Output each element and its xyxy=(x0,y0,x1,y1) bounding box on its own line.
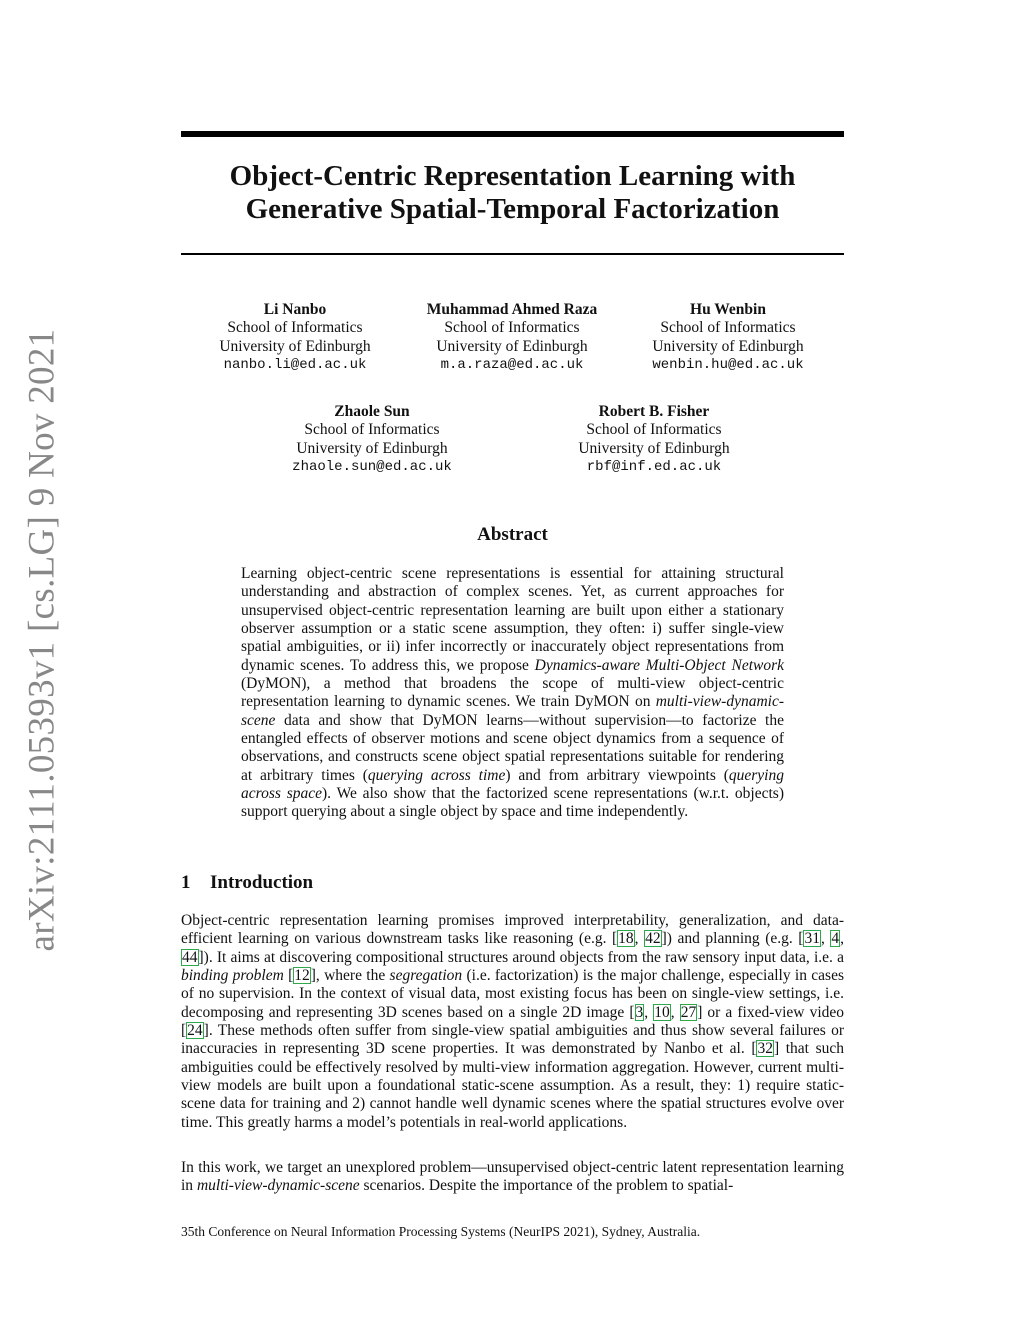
abstract-emphasis: Dynamics-aware Multi-Object Network xyxy=(534,656,785,674)
citation-link[interactable]: 12 xyxy=(294,967,310,985)
author-name: Zhaole Sun xyxy=(334,403,410,420)
citation-link[interactable]: 24 xyxy=(187,1022,203,1040)
author-univ: University of Edinburgh xyxy=(296,439,448,457)
citation-link[interactable]: 3 xyxy=(635,1003,644,1021)
paper-title xyxy=(181,160,844,226)
citation-link[interactable]: 27 xyxy=(680,1003,697,1021)
title-line-1: Object-Centric Representation Learning with xyxy=(229,160,796,192)
abstract-emphasis: querying across space xyxy=(241,766,784,803)
citation-link[interactable]: 42 xyxy=(645,930,661,948)
title-rule-top xyxy=(181,131,844,137)
author-univ: University of Edinburgh xyxy=(219,337,371,355)
text-run: ] or a fixed-view video [ xyxy=(181,1003,845,1040)
author-email[interactable]: rbf@inf.ed.ac.uk xyxy=(586,458,722,475)
section-heading-introduction xyxy=(181,872,313,894)
abstract-run: Learning object-centric scene representations is essential for attaining structural understanding and abstraction of complex scenes. Yet, as current approaches for unsupervised object-centric representation learning are built upon either a stationary observer assumption or a static scene assumption, they often: i) suffer single-view spatial ambiguities, or ii) infer incorrectly or inaccurately object representations from dynamic scenes. To address this, we propose xyxy=(241,565,784,674)
text-run: , xyxy=(644,1003,654,1021)
text-run: , xyxy=(670,1003,680,1021)
author-dept: School of Informatics xyxy=(444,319,580,337)
abstract-run: ) and from arbitrary viewpoints ( xyxy=(505,766,729,784)
section-number: 1 xyxy=(181,872,191,893)
author-name: Hu Wenbin xyxy=(690,301,766,318)
text-run: (i.e. factorization) is the major challenge, especially in cases of no supervision. In the context of visual data, most existing focus has been on single-view settings, i.e. decomposing and representing 3D scenes based on a single 2D image [ xyxy=(181,967,844,1021)
author-univ: University of Edinburgh xyxy=(578,439,730,457)
author-email[interactable]: wenbin.hu@ed.ac.uk xyxy=(652,356,804,373)
author-dept: School of Informatics xyxy=(586,421,722,439)
text-run: [ xyxy=(283,967,294,985)
arxiv-stamp-text: arXiv:2111.05393v1 [cs.LG] 9 Nov 2021 xyxy=(21,328,63,952)
author-univ: University of Edinburgh xyxy=(652,337,804,355)
title-rule-bottom xyxy=(181,253,844,255)
text-emphasis: segregation xyxy=(389,967,463,985)
text-emphasis: multi-view-dynamic-scene xyxy=(196,1177,360,1195)
author-name: Li Nanbo xyxy=(263,301,327,318)
citation-link[interactable]: 18 xyxy=(618,930,634,948)
text-run: scenarios. Despite the importance of the problem to spatial- xyxy=(359,1177,734,1195)
citation-link[interactable]: 44 xyxy=(182,948,198,966)
abstract-run: (DyMON), a method that broadens the scope of multi-view object-centric representation learning to dynamic scenes. We train DyMON on xyxy=(241,675,784,711)
text-run: , xyxy=(840,930,845,948)
text-run: In this work, we target an unexplored problem—unsupervised object-centric latent representation learning in xyxy=(181,1159,844,1195)
title-line-2: Generative Spatial-Temporal Factorization xyxy=(245,193,780,225)
author-block xyxy=(180,301,410,374)
text-run: ]. These methods often suffer from single-view spatial ambiguities and thus show several failures or inaccuracies in representing 3D scene properties. It was demonstrated by Nanbo et al. [ xyxy=(181,1022,844,1058)
author-email[interactable]: zhaole.sun@ed.ac.uk xyxy=(292,458,452,475)
author-univ: University of Edinburgh xyxy=(436,337,588,355)
citation-link[interactable]: 31 xyxy=(804,930,820,948)
author-name: Muhammad Ahmed Raza xyxy=(426,301,598,318)
intro-paragraph-2 xyxy=(181,1159,844,1196)
citation-link[interactable]: 32 xyxy=(757,1040,773,1058)
author-dept: School of Informatics xyxy=(304,421,440,439)
intro-paragraph-1 xyxy=(181,912,844,1132)
text-run: ] that such ambiguities could be effectively resolved by multi-view information aggregation. However, current multi-view models are built upon a foundational static-scene assumption. As a result, they: 1) require static-scene data for training and 2) cannot handle well dynamic scenes where the spatial structures evolve over time. This greatly harms a model’s potentials in real-world applications. xyxy=(181,1040,844,1131)
author-block xyxy=(613,301,843,374)
citation-link[interactable]: 4 xyxy=(831,930,840,948)
text-run: , xyxy=(820,930,831,948)
abstract-emphasis: multi-view-dynamic-scene xyxy=(241,693,784,729)
author-block xyxy=(397,301,627,374)
text-run: ], where the xyxy=(310,967,390,985)
text-run: ]). It aims at discovering compositional structures around objects from the raw sensory input data, i.e. a xyxy=(198,948,844,966)
citation-link[interactable]: 10 xyxy=(654,1003,670,1021)
author-name: Robert B. Fisher xyxy=(598,403,710,420)
abstract-run: ). We also show that the factorized scene representations (w.r.t. objects) support querying about a single object by space and time independently. xyxy=(241,785,784,821)
text-run: Object-centric representation learning promises improved interpretability, generalization, and data-efficient learning on various downstream tasks like reasoning (e.g. [ xyxy=(181,912,844,948)
author-block xyxy=(257,403,487,476)
text-emphasis: binding problem xyxy=(181,967,284,985)
author-dept: School of Informatics xyxy=(227,319,363,337)
text-run: ]) and planning (e.g. [ xyxy=(661,930,804,948)
abstract-heading: Abstract xyxy=(477,524,548,545)
author-email[interactable]: nanbo.li@ed.ac.uk xyxy=(223,356,367,373)
author-block xyxy=(539,403,769,476)
abstract-run: data and show that DyMON learns—without supervision—to factorize the entangled effects of observer motions and scene object dynamics from a sequence of observations, and constructs scene object spatial representations suitable for rendering at arbitrary times ( xyxy=(241,711,784,784)
section-title: Introduction xyxy=(210,872,314,893)
author-email[interactable]: m.a.raza@ed.ac.uk xyxy=(440,356,584,373)
text-run: , xyxy=(634,930,645,948)
abstract-emphasis: querying across time xyxy=(367,766,506,784)
author-dept: School of Informatics xyxy=(660,319,796,337)
abstract-text xyxy=(241,565,784,822)
conference-footnote: 35th Conference on Neural Information Processing Systems (NeurIPS 2021), Sydney, Australia. xyxy=(181,1224,701,1239)
